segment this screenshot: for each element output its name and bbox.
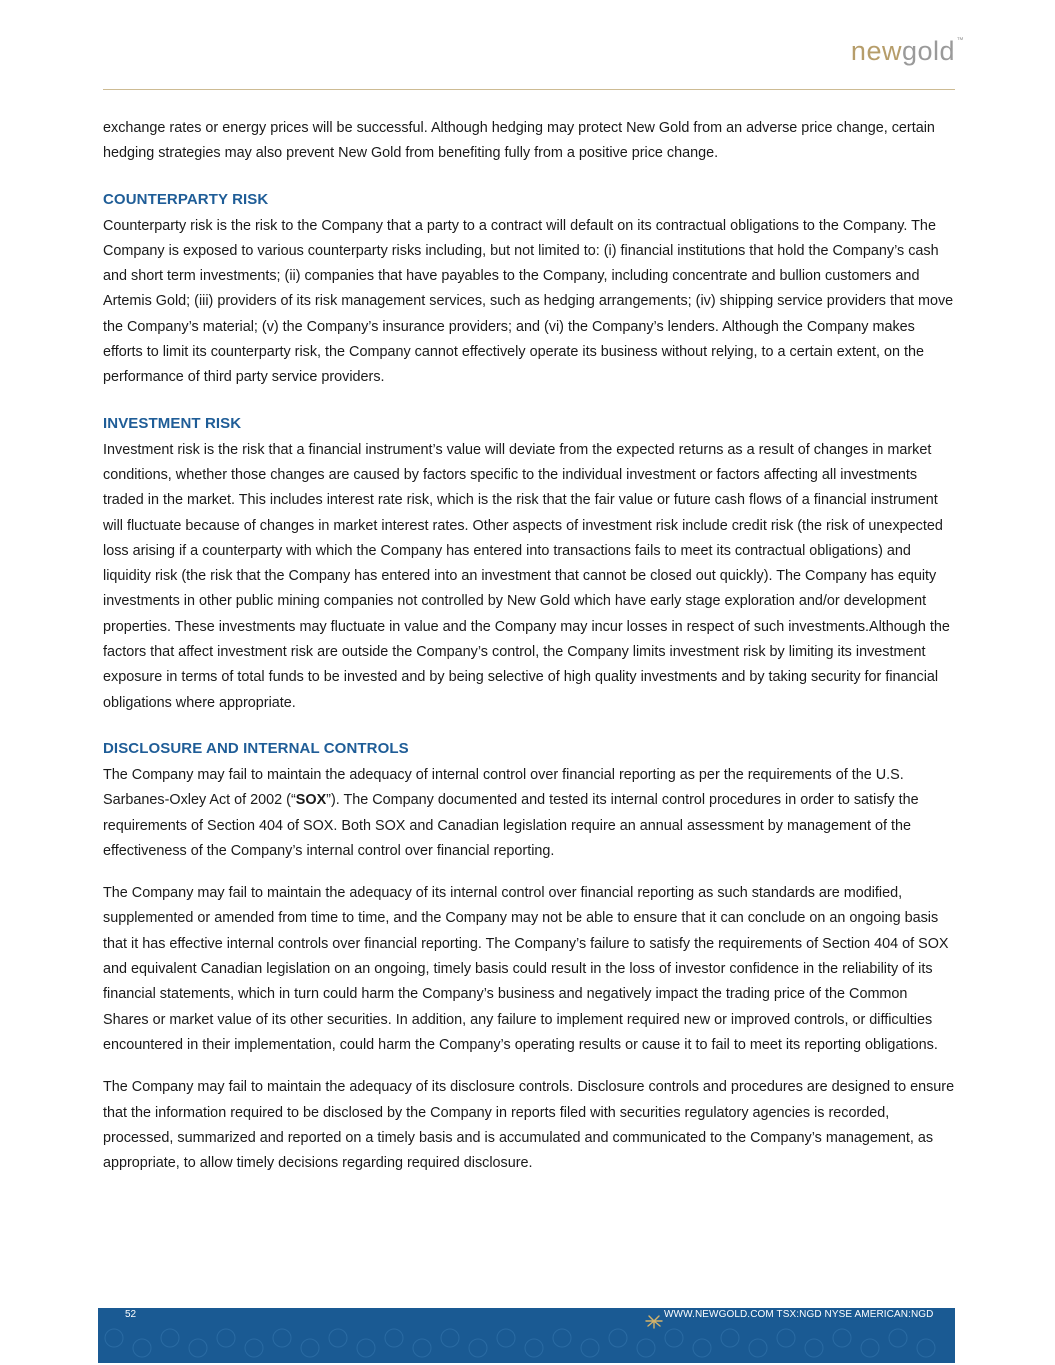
- logo-trademark: ™: [956, 37, 964, 44]
- header-divider: [103, 89, 955, 90]
- disclosure-controls-heading: DISCLOSURE AND INTERNAL CONTROLS: [103, 739, 409, 757]
- page-number: 52: [125, 1309, 137, 1320]
- disclosure-paragraph-2: The Company may fail to maintain the adequacy of its internal control over financial reporting as such standards are modified, supplemented or amended from time to time, and the Company may not be able to ensure that it can conclude on an ongoing basis that it has effective internal controls over financial reporting. The Company’s failure to satisfy the requirements of Section 404 of SOX and equivalent Canadian legislation on an ongoing, timely basis could result in the loss of investor confidence in the reliability of its financial statements, which in turn could harm the Company’s business and negatively impact the trading price of the Common Shares or market value of its other securities. In addition, any failure to implement required new or improved controls, or difficulties encountered in their implementation, could harm the Company’s operating results or cause it to fail to meet its reporting obligations.: [103, 885, 949, 1053]
- logo-gold-text: gold: [901, 36, 955, 66]
- logo-new-text: new: [850, 36, 902, 66]
- investment-risk-paragraph: Investment risk is the risk that a financial instrument’s value will deviate from the expected returns as a result of changes in market conditions, whether those changes are caused by factors specific to the individual investment or factors affecting all investments traded in the market. This includes interest rate risk, which is the risk that the fair value or future cash flows of a financial instrument will fluctuate because of changes in market interest rates. Other aspects of investment risk include credit risk (the risk of unexpected loss arising if a counterparty with which the Company has entered into transactions fails to meet its contractual obligations) and liquidity risk (the risk that the Company has entered into an investment that cannot be closed out quickly). The Company has equity investments in other public mining companies not controlled by New Gold which have early stage exploration and/or development properties. These investments may fluctuate in value and the Company may incur losses in respect of such investments.Although the factors that affect investment risk are outside the Company’s control, the Company limits investment risk by limiting its investment exposure in terms of total funds to be invested and by being selective of high quality investments and by taking security for financial obligations where appropriate.: [103, 441, 950, 711]
- disclosure-paragraph-1: [103, 763, 955, 864]
- disclosure-paragraph-3: The Company may fail to maintain the adequacy of its disclosure controls. Disclosure controls and procedures are designed to ensure that the information required to be disclosed by the Company in reports filed with securities regulatory agencies is recorded, processed, summarized and reported on a timely basis and is accumulated and communicated to the Company’s management, as appropriate, to allow timely decisions regarding required disclosure.: [103, 1079, 955, 1172]
- investment-risk-heading: INVESTMENT RISK: [103, 414, 242, 432]
- disclosure-p1-text-a: The Company may fail to maintain the adequacy of internal control over financial reporting as per the requirements of the U.S. Sarbanes-Oxley Act of 2002 (“: [103, 766, 904, 809]
- disclosure-p1-text-b: ”). The Company documented and tested its internal control procedures in order to satisfy the requirements of Section 404 of SOX. Both SOX and Canadian legislation require an annual assessment by management of the effectiveness of the Company’s internal control over financial reporting.: [103, 792, 919, 859]
- footer-contact: WWW.NEWGOLD.COM TSX:NGD NYSE AMERICAN:NGD: [664, 1309, 934, 1320]
- counterparty-risk-heading: COUNTERPARTY RISK: [103, 190, 269, 208]
- page-body: [103, 116, 955, 1193]
- page-header: [0, 0, 1055, 95]
- newgold-logo: [850, 36, 964, 67]
- counterparty-risk-paragraph: Counterparty risk is the risk to the Company that a party to a contract will default on its contractual obligations to the Company. The Company is exposed to various counterparty risks including, but not limited to: (i) financial institutions that hold the Company’s cash and short term investments; (ii) companies that have payables to the Company, including concentrate and bullion customers and Artemis Gold; (iii) providers of its risk management services, such as hedging arrangements; (iv) shipping service providers that move the Company’s material; (v) the Company’s insurance providers; and (vi) the Company’s lenders. Although the Company makes efforts to limit its counterparty risk, the Company cannot effectively operate its business without relying, to a certain extent, on the performance of third party service providers.: [103, 217, 954, 386]
- page-footer: [98, 1308, 955, 1363]
- intro-paragraph: exchange rates or energy prices will be successful. Although hedging may protect New Gold from an adverse price change, certain hedging strategies may also prevent New Gold from benefiting fully from a positive price change.: [103, 120, 935, 162]
- sox-defined-term: SOX: [295, 792, 327, 809]
